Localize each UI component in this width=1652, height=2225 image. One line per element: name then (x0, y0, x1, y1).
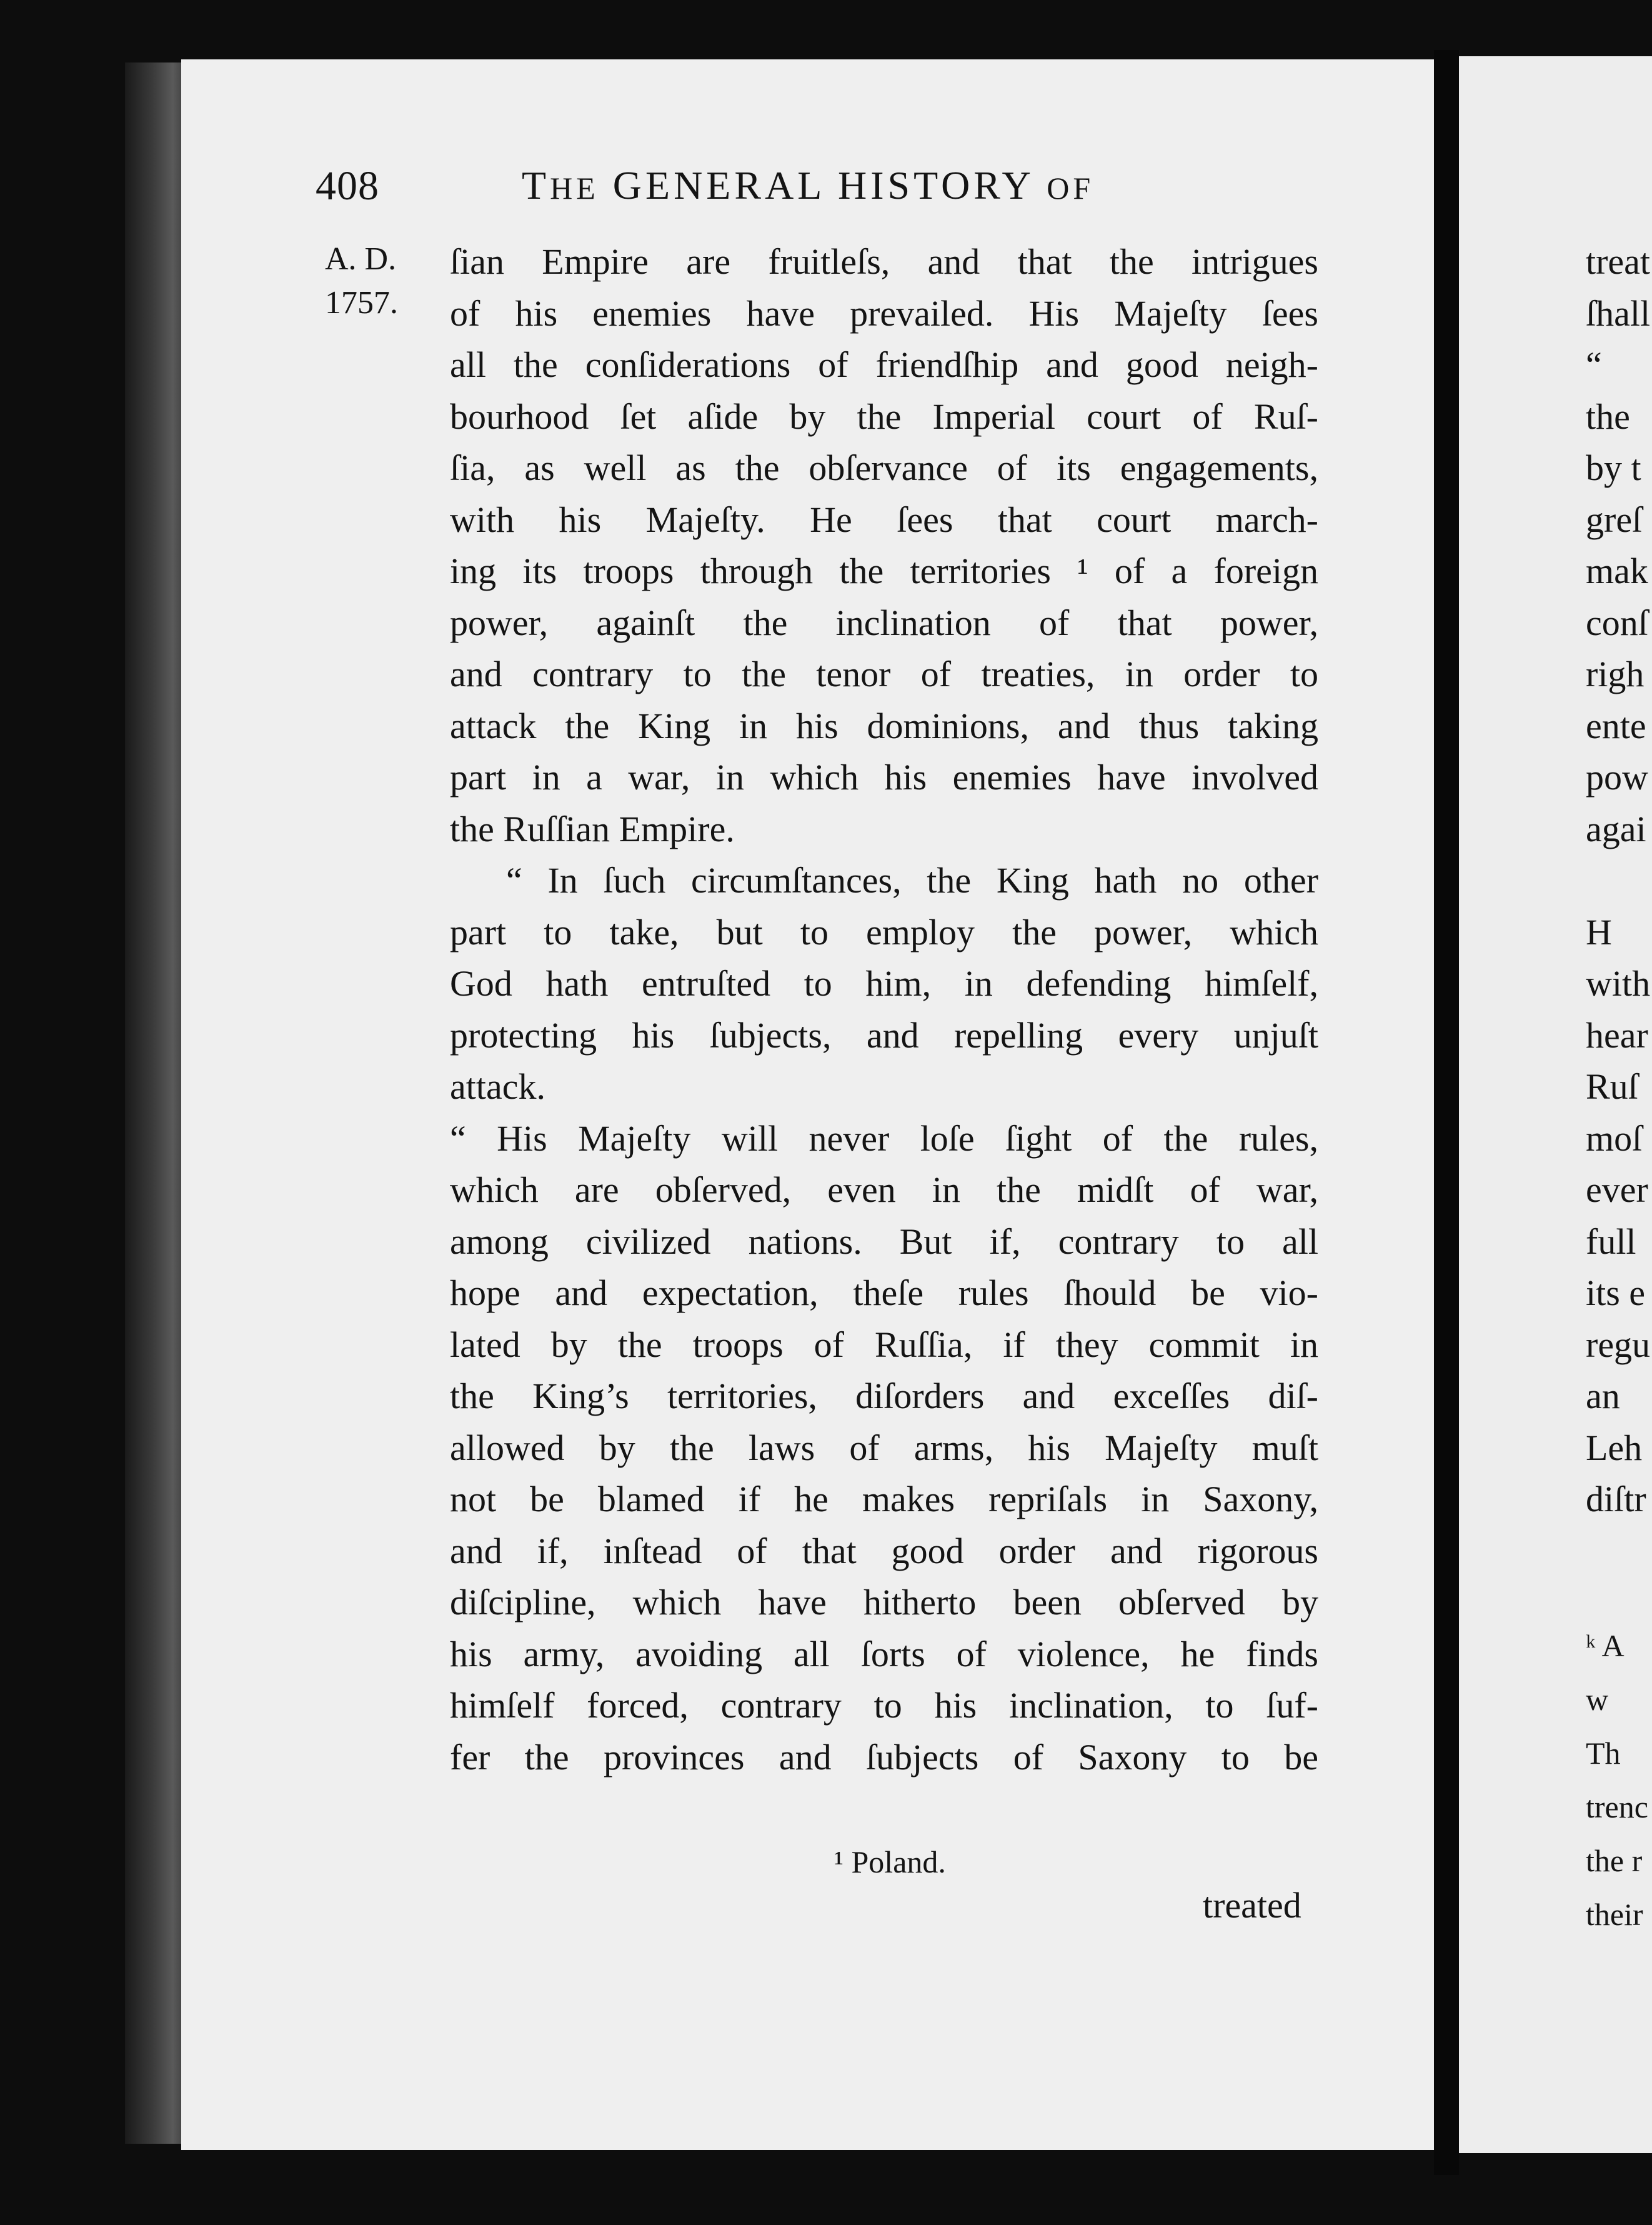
text-line: diſcipline, which have hitherto been obſerved by (450, 1582, 1318, 1622)
right-text-line: “ (1586, 344, 1602, 385)
text-line: not be blamed if he makes repriſals in Saxony, (450, 1479, 1318, 1519)
right-text-line: Leh (1586, 1427, 1643, 1468)
right-text-line: the (1586, 396, 1630, 437)
text-line: bourhood ſet aſide by the Imperial court of Ruſ- (450, 396, 1318, 437)
right-text-line: agai (1586, 808, 1646, 849)
text-line: with his Majeſty. He ſees that court march- (450, 499, 1318, 540)
text-line: and if, inſtead of that good order and rigorous (450, 1530, 1318, 1571)
catchword: treated (1203, 1885, 1301, 1926)
text-line: ing its troops through the territories ¹ of a foreign (450, 551, 1318, 591)
right-text-line: its e (1586, 1272, 1646, 1313)
right-text-line: full (1586, 1221, 1636, 1262)
right-text-line: moſ (1586, 1118, 1643, 1159)
right-foot-line: trenc (1586, 1789, 1648, 1824)
right-text-line: diſtr (1586, 1479, 1646, 1519)
right-page-text (1586, 236, 1652, 1526)
text-line: and contrary to the tenor of treaties, in order to (450, 654, 1318, 694)
right-foot-line: the r (1586, 1843, 1643, 1878)
right-text-line: Ruſ (1586, 1066, 1638, 1107)
text-line: part to take, but to employ the power, which (450, 911, 1318, 952)
page-gutter (1434, 50, 1459, 2175)
right-foot-line: their (1586, 1897, 1643, 1932)
text-line: allowed by the laws of arms, his Majeſty muſt (450, 1427, 1318, 1468)
right-text-line: greſ (1586, 499, 1643, 540)
text-line: among civilized nations. But if, contrary to all (450, 1221, 1318, 1262)
text-line: the King’s territories, diſorders and exceſſes diſ- (450, 1376, 1318, 1416)
right-text-line: by t (1586, 448, 1641, 488)
margin-label: A. D. (325, 241, 397, 277)
running-title (522, 162, 1094, 209)
title-main: GENERAL HISTORY (612, 163, 1033, 208)
right-text-line: regu (1586, 1324, 1651, 1365)
right-text-line: mak (1586, 551, 1648, 591)
right-text-line: H (1586, 911, 1612, 952)
title-prefix-small: HE (550, 171, 599, 206)
text-line: which are obſerved, even in the midſt of war, (450, 1169, 1318, 1210)
text-line: protecting his ſubjects, and repelling every unjuſt (450, 1014, 1318, 1056)
text-line: fer the provinces and ſubjects of Saxony to be (450, 1736, 1318, 1778)
page-header (316, 162, 1315, 225)
text-line: lated by the troops of Ruſſia, if they commit in (450, 1324, 1318, 1365)
text-line: attack. (450, 1066, 545, 1107)
text-line: all the conſiderations of friendſhip and good neigh- (450, 344, 1318, 385)
right-page-footnotes (1586, 1619, 1652, 1941)
footnote: ¹ Poland. (834, 1844, 946, 1879)
right-text-line: ente (1586, 705, 1646, 746)
text-line: attack the King in his dominions, and thus taking (450, 705, 1318, 746)
text-line: ſian Empire are fruitleſs, and that the intrigues (450, 241, 1318, 282)
right-text-line: ſhall (1586, 292, 1651, 334)
text-line: “ In ſuch circumſtances, the King hath no other (506, 860, 1318, 901)
margin-date-note (325, 238, 419, 325)
text-line: part in a war, in which his enemies have involved (450, 757, 1318, 798)
margin-year: 1757. (325, 285, 398, 321)
text-line: himſelf forced, contrary to his inclination, to ſuf- (450, 1685, 1318, 1726)
right-foot-line: w (1586, 1682, 1609, 1717)
right-text-line: with (1586, 963, 1651, 1004)
text-line: God hath entruſted to him, in defending himſelf, (450, 963, 1318, 1004)
title-suffix-small: OF (1047, 171, 1095, 206)
right-text-line: an (1586, 1376, 1620, 1416)
right-text-line: hear (1586, 1014, 1648, 1056)
right-text-line: pow (1586, 757, 1648, 798)
text-line: “ His Majeſty will never loſe ſight of the rules, (450, 1118, 1318, 1159)
text-line: his army, avoiding all ſorts of violence, he finds (450, 1633, 1318, 1674)
right-text-line: righ (1586, 654, 1645, 694)
text-line: ſia, as well as the obſervance of its engagements, (450, 448, 1318, 488)
right-text-line: conſ (1586, 602, 1648, 643)
right-foot-line: Th (1586, 1736, 1621, 1771)
text-line: hope and expectation, theſe rules ſhould be vio- (450, 1272, 1318, 1313)
text-line: the Ruſſian Empire. (450, 808, 735, 849)
page-number: 408 (316, 163, 379, 209)
text-line: power, againſt the inclination of that power, (450, 602, 1318, 643)
body-text (450, 236, 1318, 1783)
right-text-line (1586, 855, 1652, 907)
right-foot-line: ᵏ A (1586, 1628, 1625, 1663)
title-prefix: T (522, 163, 550, 208)
text-line: of his enemies have prevailed. His Majeſty ſees (450, 292, 1318, 334)
right-text-line: treat (1586, 241, 1651, 282)
right-text-line: ever (1586, 1169, 1648, 1210)
